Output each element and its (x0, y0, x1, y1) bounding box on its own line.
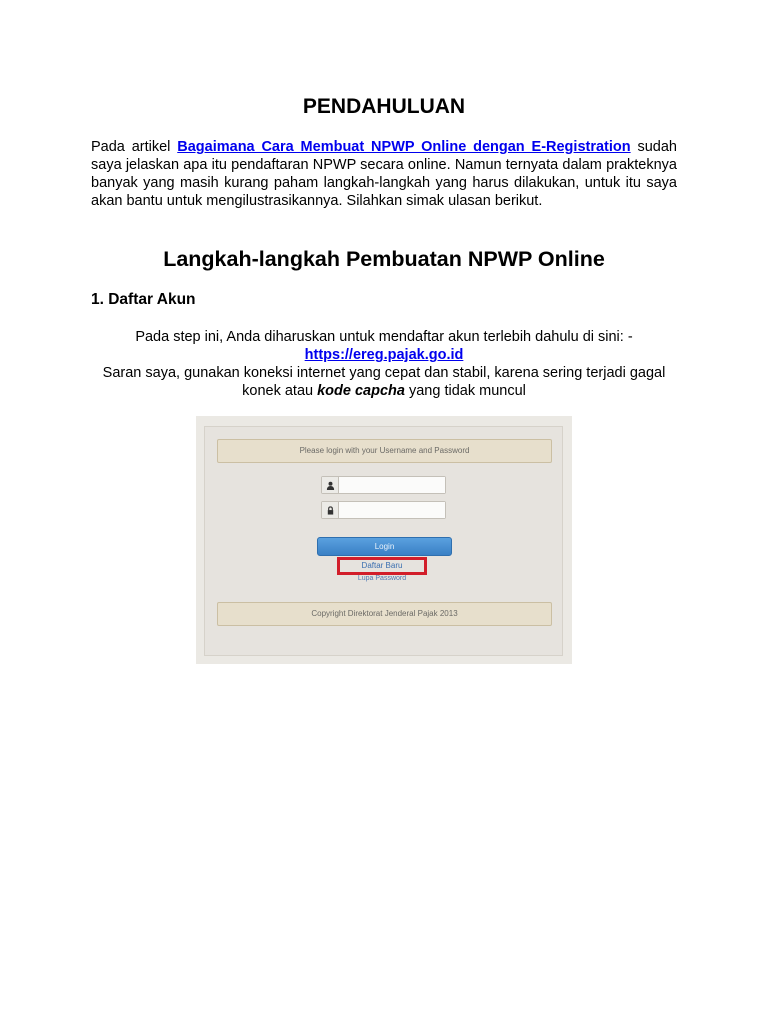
intro-text-after: sudah saya jelaskan apa itu pendaftaran NPWP secara online. Namun ternyata dalam prakteknya banyak yang masih kurang paham langkah-langkah yang harus dilakukan, untuk itu saya akan bantu untuk mengilustrasikannya. Silahkan simak ulasan berikut. (91, 139, 677, 209)
login-screenshot (196, 416, 572, 664)
step-line-3-end: yang tidak muncul (404, 383, 526, 399)
kode-capcha-emphasis: kode capcha (317, 383, 405, 399)
lupa-password-link[interactable]: Lupa Password (357, 575, 407, 582)
daftar-baru-link[interactable]: Daftar Baru (337, 557, 427, 575)
username-input[interactable] (339, 477, 445, 493)
step-title: 1. Daftar Akun (91, 291, 196, 308)
step-line-1: Pada step ini, Anda diharuskan untuk mendaftar akun terlebih dahulu di sini: - (135, 329, 633, 345)
login-header-banner: Please login with your Username and Password (217, 439, 552, 463)
step-paragraph (86, 328, 682, 400)
login-button[interactable]: Login (317, 537, 452, 556)
intro-text-before: Pada artikel (91, 139, 178, 155)
password-input[interactable] (339, 502, 445, 518)
password-field[interactable] (321, 501, 446, 519)
intro-paragraph (91, 138, 677, 210)
article-link[interactable]: Bagaimana Cara Membuat NPWP Online dengan E-Registration (177, 139, 631, 155)
username-field[interactable] (321, 476, 446, 494)
lock-icon (322, 502, 339, 518)
user-icon (322, 477, 339, 493)
step-line-3: Saran saya, gunakan koneksi internet yang cepat dan stabil, karena sering terjadi gagal konek atau (102, 365, 666, 399)
copyright-banner: Copyright Direktorat Jenderal Pajak 2013 (217, 602, 552, 626)
login-panel (204, 426, 563, 656)
page-title: PENDAHULUAN (302, 95, 466, 118)
ereg-link[interactable]: https://ereg.pajak.go.id (304, 347, 464, 363)
section-title: Langkah-langkah Pembuatan NPWP Online (163, 247, 605, 271)
